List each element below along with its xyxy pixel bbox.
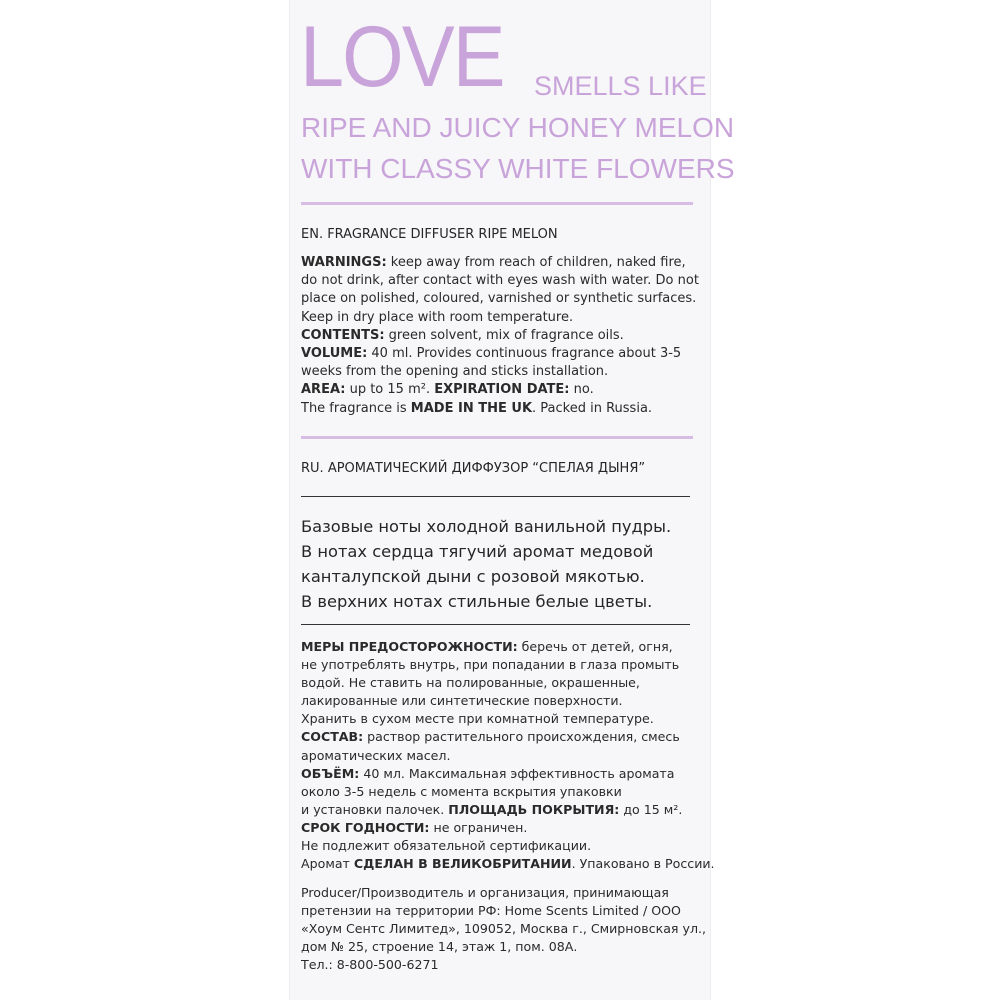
ru-caution-line: водой. Не ставить на полированные, окрашенные, bbox=[301, 675, 640, 691]
en-warnings-text: keep away from reach of children, naked fire, bbox=[386, 255, 686, 270]
header-divider bbox=[301, 202, 693, 205]
en-warnings-line: Keep in dry place with room temperature. bbox=[301, 309, 574, 325]
producer-line: Producer/Производитель и организация, принимающая bbox=[301, 885, 669, 900]
en-volume-line: weeks from the opening and sticks installation. bbox=[301, 364, 609, 380]
ru-shelf-label: СРОК ГОДНОСТИ: bbox=[301, 819, 430, 835]
ru-caution-text: беречь от детей, огня, bbox=[517, 639, 673, 654]
ru-title-rule bbox=[301, 496, 690, 497]
en-divider bbox=[301, 436, 693, 439]
ru-caution-line: лакированные или синтетические поверхности. bbox=[301, 693, 623, 709]
en-volume-text: 40 ml. Provides continuous fragrance about 3-5 bbox=[367, 346, 682, 362]
smells-like-text: SMELLS LIKE bbox=[534, 71, 707, 101]
en-section-title: EN. FRAGRANCE DIFFUSER RIPE MELON bbox=[301, 227, 558, 242]
en-warnings-line: do not drink, after contact with eyes wash with water. Do not bbox=[301, 273, 699, 289]
ru-caution-line: не употреблять внутрь, при попадании в глаза промыть bbox=[301, 657, 680, 673]
love-heading: LOVE bbox=[300, 9, 504, 105]
producer-line: «Хоум Сентс Лимитед», 109052, Москва г., Смирновская ул., bbox=[301, 921, 706, 937]
en-made-label: MADE IN THE UK bbox=[410, 400, 533, 416]
tagline-line-2: WITH CLASSY WHITE FLOWERS bbox=[301, 153, 735, 184]
tagline-line-1: RIPE AND JUICY HONEY MELON bbox=[301, 112, 735, 143]
producer-phone: Тел.: 8-800-500-6271 bbox=[301, 957, 439, 973]
en-warnings-block bbox=[301, 254, 699, 418]
ru-notes-block bbox=[301, 514, 671, 614]
en-expiration-text: no. bbox=[569, 382, 594, 398]
ru-notes-line: Базовые ноты холодной ванильной пудры. bbox=[301, 517, 672, 536]
en-warnings-label: WARNINGS: bbox=[301, 255, 387, 270]
en-area-label: AREA: bbox=[301, 382, 346, 398]
en-warnings-line: place on polished, coloured, varnished or synthetic surfaces. bbox=[301, 291, 697, 307]
ru-made-suffix: . Упаковано в России. bbox=[571, 856, 715, 872]
en-area-text: up to 15 m². bbox=[345, 382, 435, 398]
producer-block bbox=[301, 884, 706, 974]
ru-volume-text: 40 мл. Максимальная эффективность аромата bbox=[359, 765, 675, 781]
ru-made-prefix: Аромат bbox=[301, 856, 354, 872]
ru-caution-line: Хранить в сухом месте при комнатной температуре. bbox=[301, 711, 654, 727]
ru-volume-line: и установки палочек. bbox=[301, 801, 449, 817]
en-volume-label: VOLUME: bbox=[301, 346, 368, 362]
ru-sostav-text: раствор растительного происхождения, смесь bbox=[363, 729, 680, 745]
en-made-prefix: The fragrance is bbox=[301, 400, 411, 416]
ru-notes-rule bbox=[301, 624, 690, 625]
en-made-suffix: . Packed in Russia. bbox=[532, 400, 653, 416]
ru-section-title: RU. АРОМАТИЧЕСКИЙ ДИФФУЗОР “СПЕЛАЯ ДЫНЯ” bbox=[301, 461, 646, 476]
ru-sostav-label: СОСТАВ: bbox=[301, 729, 364, 745]
en-expiration-label: EXPIRATION DATE: bbox=[434, 382, 570, 398]
producer-line: дом № 25, строение 14, этаж 1, пом. 08А. bbox=[301, 939, 578, 955]
en-contents-text: green solvent, mix of fragrance oils. bbox=[384, 327, 624, 343]
ru-cert-text: Не подлежит обязательной сертификации. bbox=[301, 838, 592, 854]
en-contents-label: CONTENTS: bbox=[301, 327, 385, 343]
ru-caution-label: МЕРЫ ПРЕДОСТОРОЖНОСТИ: bbox=[301, 639, 518, 654]
ru-shelf-text: не ограничен. bbox=[429, 819, 528, 835]
ru-info-block bbox=[301, 638, 715, 873]
producer-line: претензии на территории РФ: Home Scents Limited / ООО bbox=[301, 903, 681, 919]
ru-area-text: до 15 м². bbox=[619, 801, 683, 817]
ru-notes-line: В нотах сердца тягучий аромат медовой bbox=[301, 542, 654, 561]
ru-volume-label: ОБЪЁМ: bbox=[301, 765, 360, 781]
ru-sostav-line: ароматических масел. bbox=[301, 747, 451, 763]
ru-notes-line: канталупской дыни с розовой мякотью. bbox=[301, 567, 645, 586]
ru-made-label: СДЕЛАН В ВЕЛИКОБРИТАНИИ bbox=[353, 856, 572, 872]
ru-area-label: ПЛОЩАДЬ ПОКРЫТИЯ: bbox=[448, 801, 620, 817]
ru-volume-line: около 3-5 недель с момента вскрытия упаковки bbox=[301, 783, 622, 799]
ru-notes-line: В верхних нотах стильные белые цветы. bbox=[301, 592, 653, 611]
